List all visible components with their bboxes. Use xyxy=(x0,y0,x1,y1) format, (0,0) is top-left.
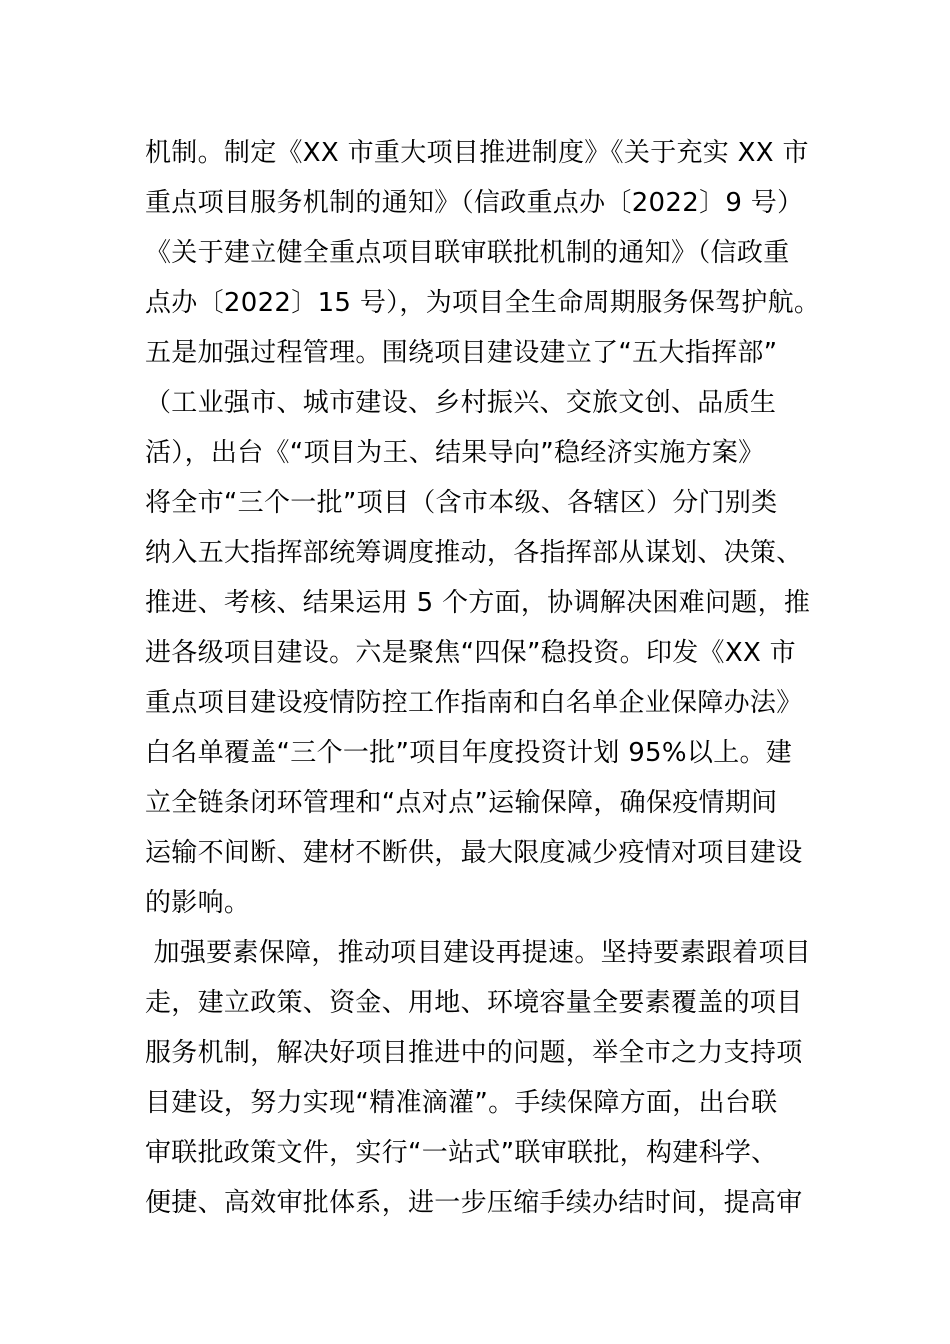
text-line: 重点项目服务机制的通知》（信政重点办〔2022〕9 号） xyxy=(145,188,804,218)
text-line: 将全市“三个一批”项目（含市本级、各辖区）分门别类 xyxy=(145,488,778,518)
text-line: 活），出台《“项目为王、结果导向”稳经济实施方案》 xyxy=(145,438,765,468)
text-line: 加强要素保障，推动项目建设再提速。坚持要素跟着项目 xyxy=(145,938,812,968)
body-text xyxy=(145,128,821,1228)
text-line: 五是加强过程管理。围绕项目建设建立了“五大指挥部” xyxy=(145,338,778,368)
text-line: 点办〔2022〕15 号），为项目全生命周期服务保驾护航。 xyxy=(145,288,821,318)
text-line: 的影响。 xyxy=(145,888,251,918)
text-line: 目建设，努力实现“精准滴灌”。手续保障方面，出台联 xyxy=(145,1088,778,1118)
text-line: 运输不间断、建材不断供，最大限度减少疫情对项目建设 xyxy=(145,838,803,868)
text-line: 审联批政策文件，实行“一站式”联审联批，构建科学、 xyxy=(145,1138,778,1168)
text-line: 白名单覆盖“三个一批”项目年度投资计划 95%以上。建 xyxy=(145,738,793,768)
text-line: 重点项目建设疫情防控工作指南和白名单企业保障办法》 xyxy=(145,688,803,718)
text-line: 机制。制定《XX 市重大项目推进制度》《关于充实 XX 市 xyxy=(145,138,809,168)
text-line: （工业强市、城市建设、乡村振兴、交旅文创、品质生 xyxy=(145,388,777,418)
text-line: 走，建立政策、资金、用地、环境容量全要素覆盖的项目 xyxy=(145,988,803,1018)
text-line: 进各级项目建设。六是聚焦“四保”稳投资。印发《XX 市 xyxy=(145,638,796,668)
text-line: 《关于建立健全重点项目联审联批机制的通知》（信政重 xyxy=(145,238,790,268)
text-line: 纳入五大指挥部统筹调度推动，各指挥部从谋划、决策、 xyxy=(145,538,803,568)
text-line: 推进、考核、结果运用 5 个方面，协调解决困难问题，推 xyxy=(145,588,811,618)
text-line: 立全链条闭环管理和“点对点”运输保障，确保疫情期间 xyxy=(145,788,778,818)
text-line: 便捷、高效审批体系，进一步压缩手续办结时间，提高审 xyxy=(145,1188,803,1218)
text-line: 服务机制，解决好项目推进中的问题，举全市之力支持项 xyxy=(145,1038,803,1068)
